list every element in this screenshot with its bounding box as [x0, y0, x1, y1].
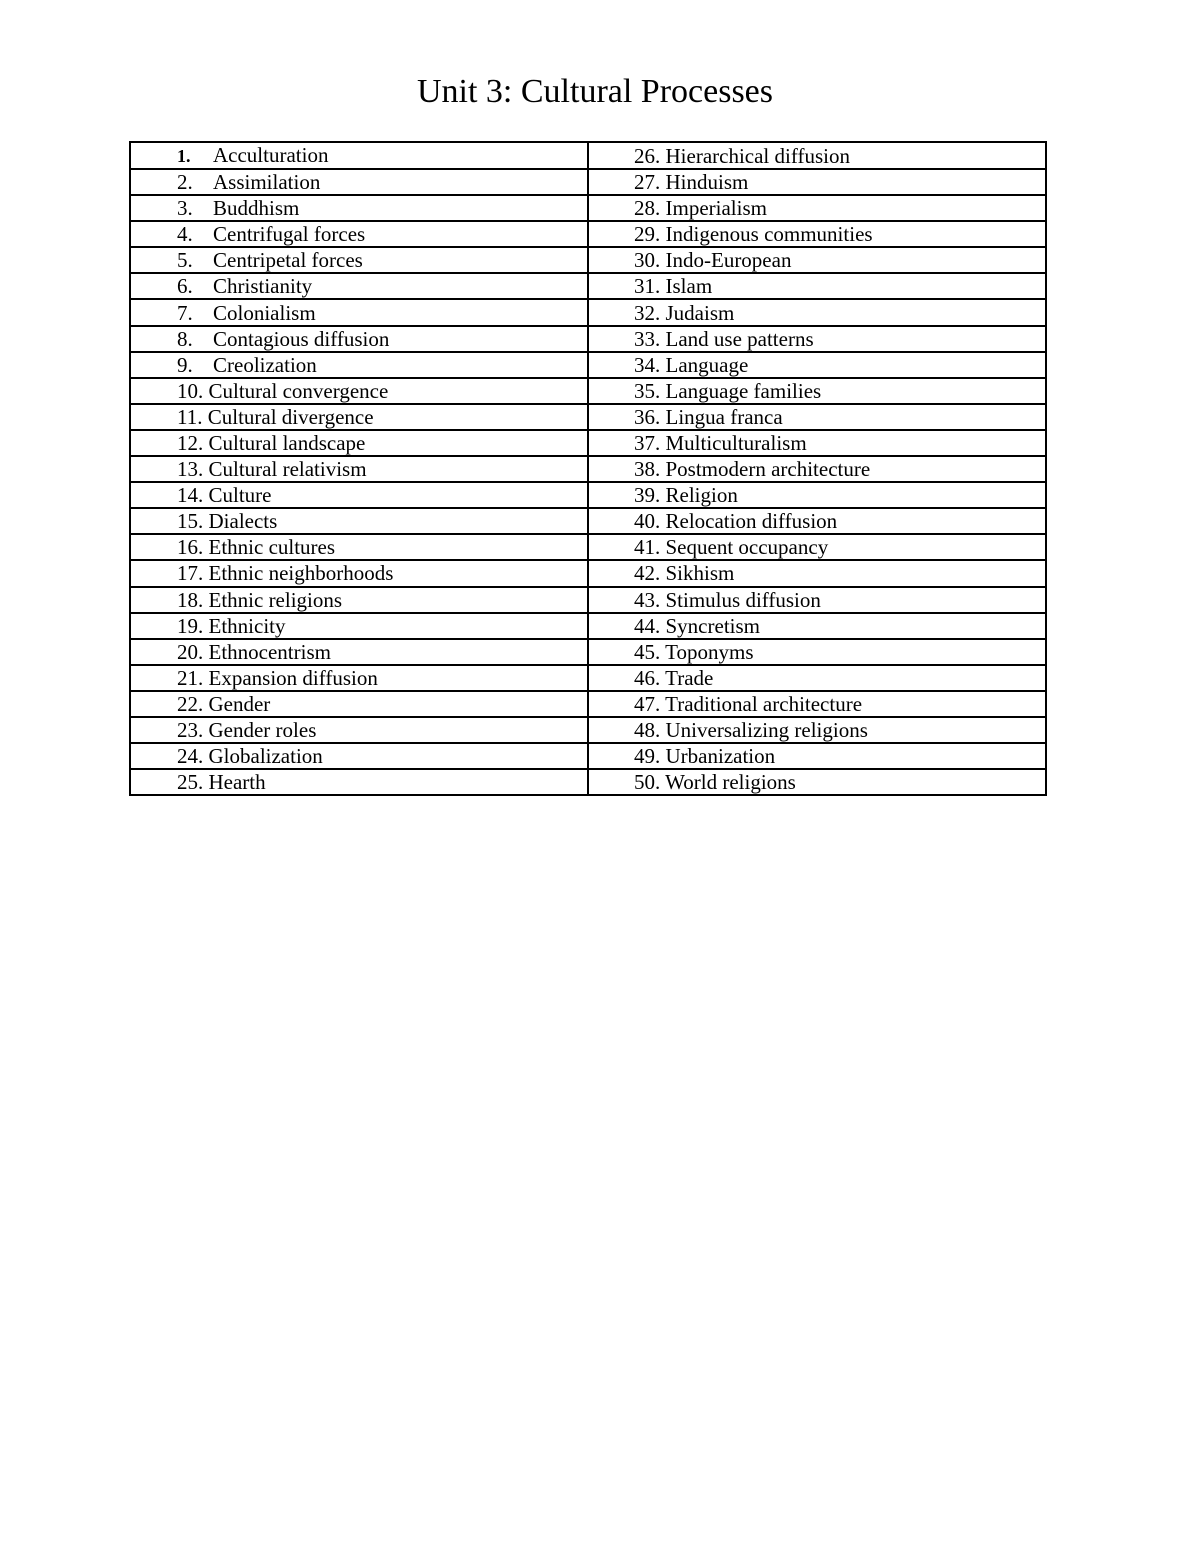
term-text: Ethnocentrism — [208, 639, 331, 664]
term-text: Centripetal forces — [213, 248, 363, 273]
term-cell-left — [130, 534, 588, 560]
term-cell-left — [130, 169, 588, 195]
term-number: 36. — [634, 404, 661, 429]
term-cell-left — [130, 482, 588, 508]
term-text: Hierarchical diffusion — [665, 143, 850, 168]
term-cell-left — [130, 247, 588, 273]
term-cell-right — [588, 195, 1046, 221]
term-number: 45. — [634, 639, 661, 664]
table-row — [130, 299, 1046, 325]
term-number: 15. — [177, 509, 204, 534]
term-text: Urbanization — [665, 744, 776, 769]
term-text: Contagious diffusion — [213, 326, 390, 351]
table-row — [130, 221, 1046, 247]
term-text: Syncretism — [665, 613, 760, 638]
term-text: Traditional architecture — [665, 691, 863, 716]
term-number: 50. — [634, 770, 661, 795]
term-cell-right — [588, 587, 1046, 613]
term-number: 12. — [177, 430, 204, 455]
term-text: Multiculturalism — [665, 430, 807, 455]
term-cell-left — [130, 717, 588, 743]
term-text: Assimilation — [213, 170, 321, 195]
table-row — [130, 326, 1046, 352]
term-text: World religions — [665, 770, 796, 795]
term-number: 19. — [177, 613, 204, 638]
term-text: Cultural convergence — [208, 378, 389, 403]
term-number: 4. — [177, 222, 193, 247]
table-row — [130, 456, 1046, 482]
term-number: 31. — [634, 274, 661, 299]
term-number: 23. — [177, 718, 204, 743]
term-number: 18. — [177, 587, 204, 612]
term-number: 44. — [634, 613, 661, 638]
term-cell-right — [588, 613, 1046, 639]
term-text: Gender roles — [208, 718, 317, 743]
term-number: 20. — [177, 639, 204, 664]
term-number: 7. — [177, 300, 193, 325]
table-row — [130, 352, 1046, 378]
term-text: Dialects — [208, 509, 278, 534]
term-cell-left — [130, 378, 588, 404]
term-cell-right — [588, 326, 1046, 352]
term-text: Relocation diffusion — [665, 509, 838, 534]
term-number: 47. — [634, 691, 661, 716]
term-number: 22. — [177, 691, 204, 716]
term-cell-right — [588, 299, 1046, 325]
term-text: Centrifugal forces — [213, 222, 366, 247]
term-text: Creolization — [213, 352, 317, 377]
term-cell-left — [130, 613, 588, 639]
term-text: Imperialism — [665, 196, 767, 221]
term-text: Language families — [665, 378, 822, 403]
term-number: 10. — [177, 378, 204, 403]
term-text: Buddhism — [213, 196, 300, 221]
term-text: Ethnicity — [208, 613, 286, 638]
term-cell-right — [588, 273, 1046, 299]
term-number: 32. — [634, 300, 661, 325]
term-number: 25. — [177, 770, 204, 795]
table-row — [130, 691, 1046, 717]
terms-table — [129, 141, 1047, 796]
term-number: 41. — [634, 535, 661, 560]
term-text: Indigenous communities — [665, 222, 873, 247]
term-cell-right — [588, 430, 1046, 456]
term-cell-left — [130, 404, 588, 430]
table-row — [130, 639, 1046, 665]
term-number: 5. — [177, 248, 193, 273]
term-number: 39. — [634, 483, 661, 508]
table-row — [130, 769, 1046, 795]
term-cell-right — [588, 639, 1046, 665]
term-cell-right — [588, 142, 1046, 169]
term-number: 28. — [634, 196, 661, 221]
term-text: Cultural relativism — [208, 457, 367, 482]
table-row — [130, 430, 1046, 456]
term-cell-left — [130, 273, 588, 299]
term-cell-left — [130, 195, 588, 221]
term-number: 8. — [177, 326, 193, 351]
term-cell-right — [588, 560, 1046, 586]
term-number: 34. — [634, 352, 661, 377]
term-text: Religion — [665, 483, 738, 508]
table-row — [130, 404, 1046, 430]
table-row — [130, 587, 1046, 613]
term-cell-left — [130, 326, 588, 352]
term-cell-left — [130, 769, 588, 795]
table-row — [130, 534, 1046, 560]
term-cell-right — [588, 717, 1046, 743]
term-number: 43. — [634, 587, 661, 612]
term-number: 48. — [634, 718, 661, 743]
term-cell-left — [130, 560, 588, 586]
term-cell-right — [588, 691, 1046, 717]
term-number: 6. — [177, 274, 193, 299]
term-number: 1. — [177, 146, 191, 166]
term-cell-right — [588, 247, 1046, 273]
term-text: Christianity — [213, 274, 313, 299]
page-title: Unit 3: Cultural Processes — [416, 73, 774, 110]
terms-table-body — [130, 142, 1046, 795]
term-cell-right — [588, 456, 1046, 482]
term-cell-left — [130, 221, 588, 247]
term-text: Cultural divergence — [207, 404, 374, 429]
term-number: 17. — [177, 561, 204, 586]
term-cell-right — [588, 404, 1046, 430]
term-text: Cultural landscape — [208, 430, 366, 455]
table-row — [130, 169, 1046, 195]
term-text: Sikhism — [665, 561, 735, 586]
term-text: Culture — [208, 483, 272, 508]
term-cell-right — [588, 769, 1046, 795]
term-text: Gender — [208, 691, 271, 716]
table-row — [130, 247, 1046, 273]
term-cell-left — [130, 691, 588, 717]
term-text: Islam — [665, 274, 713, 299]
term-cell-right — [588, 743, 1046, 769]
term-number: 30. — [634, 248, 661, 273]
term-number: 24. — [177, 744, 204, 769]
term-number: 14. — [177, 483, 204, 508]
term-number: 9. — [177, 352, 193, 377]
term-text: Language — [665, 352, 749, 377]
term-number: 27. — [634, 170, 661, 195]
term-text: Lingua franca — [665, 404, 783, 429]
term-number: 49. — [634, 744, 661, 769]
table-row — [130, 508, 1046, 534]
term-number: 13. — [177, 457, 204, 482]
term-number: 42. — [634, 561, 661, 586]
term-text: Sequent occupancy — [665, 535, 829, 560]
term-text: Ethnic cultures — [208, 535, 336, 560]
term-cell-right — [588, 378, 1046, 404]
term-cell-right — [588, 534, 1046, 560]
term-number: 16. — [177, 535, 204, 560]
term-cell-left — [130, 665, 588, 691]
term-text: Acculturation — [213, 143, 329, 167]
term-number: 33. — [634, 326, 661, 351]
term-cell-right — [588, 665, 1046, 691]
term-text: Colonialism — [213, 300, 316, 325]
term-text: Universalizing religions — [665, 718, 868, 743]
term-text: Hearth — [208, 770, 266, 795]
table-row — [130, 743, 1046, 769]
term-cell-right — [588, 482, 1046, 508]
table-row — [130, 195, 1046, 221]
term-text: Ethnic neighborhoods — [208, 561, 394, 586]
term-cell-right — [588, 221, 1046, 247]
table-row — [130, 560, 1046, 586]
term-cell-left — [130, 639, 588, 665]
term-cell-right — [588, 508, 1046, 534]
term-text: Trade — [665, 665, 714, 690]
term-text: Judaism — [665, 300, 735, 325]
term-text: Ethnic religions — [208, 587, 343, 612]
term-text: Toponyms — [665, 639, 754, 664]
term-cell-right — [588, 169, 1046, 195]
table-row — [130, 142, 1046, 169]
term-cell-left — [130, 430, 588, 456]
term-number: 35. — [634, 378, 661, 403]
term-text: Globalization — [208, 744, 323, 769]
term-number: 26. — [634, 143, 661, 168]
term-number: 3. — [177, 196, 193, 221]
table-row — [130, 613, 1046, 639]
term-text: Expansion diffusion — [208, 665, 378, 690]
table-row — [130, 273, 1046, 299]
term-number: 46. — [634, 665, 661, 690]
table-row — [130, 378, 1046, 404]
table-row — [130, 665, 1046, 691]
term-number: 37. — [634, 430, 661, 455]
term-cell-left — [130, 743, 588, 769]
term-number: 21. — [177, 665, 204, 690]
term-text: Indo-European — [665, 248, 792, 273]
term-text: Postmodern architecture — [665, 457, 871, 482]
term-text: Land use patterns — [665, 326, 814, 351]
term-cell-left — [130, 299, 588, 325]
term-text: Stimulus diffusion — [665, 587, 821, 612]
term-number: 11. — [177, 404, 203, 429]
term-number: 38. — [634, 457, 661, 482]
term-cell-right — [588, 352, 1046, 378]
term-number: 29. — [634, 222, 661, 247]
term-text: Hinduism — [665, 170, 749, 195]
table-row — [130, 717, 1046, 743]
term-number: 40. — [634, 509, 661, 534]
term-cell-left — [130, 142, 588, 169]
term-cell-left — [130, 508, 588, 534]
table-row — [130, 482, 1046, 508]
term-cell-left — [130, 456, 588, 482]
term-cell-left — [130, 352, 588, 378]
term-number: 2. — [177, 170, 193, 195]
term-cell-left — [130, 587, 588, 613]
